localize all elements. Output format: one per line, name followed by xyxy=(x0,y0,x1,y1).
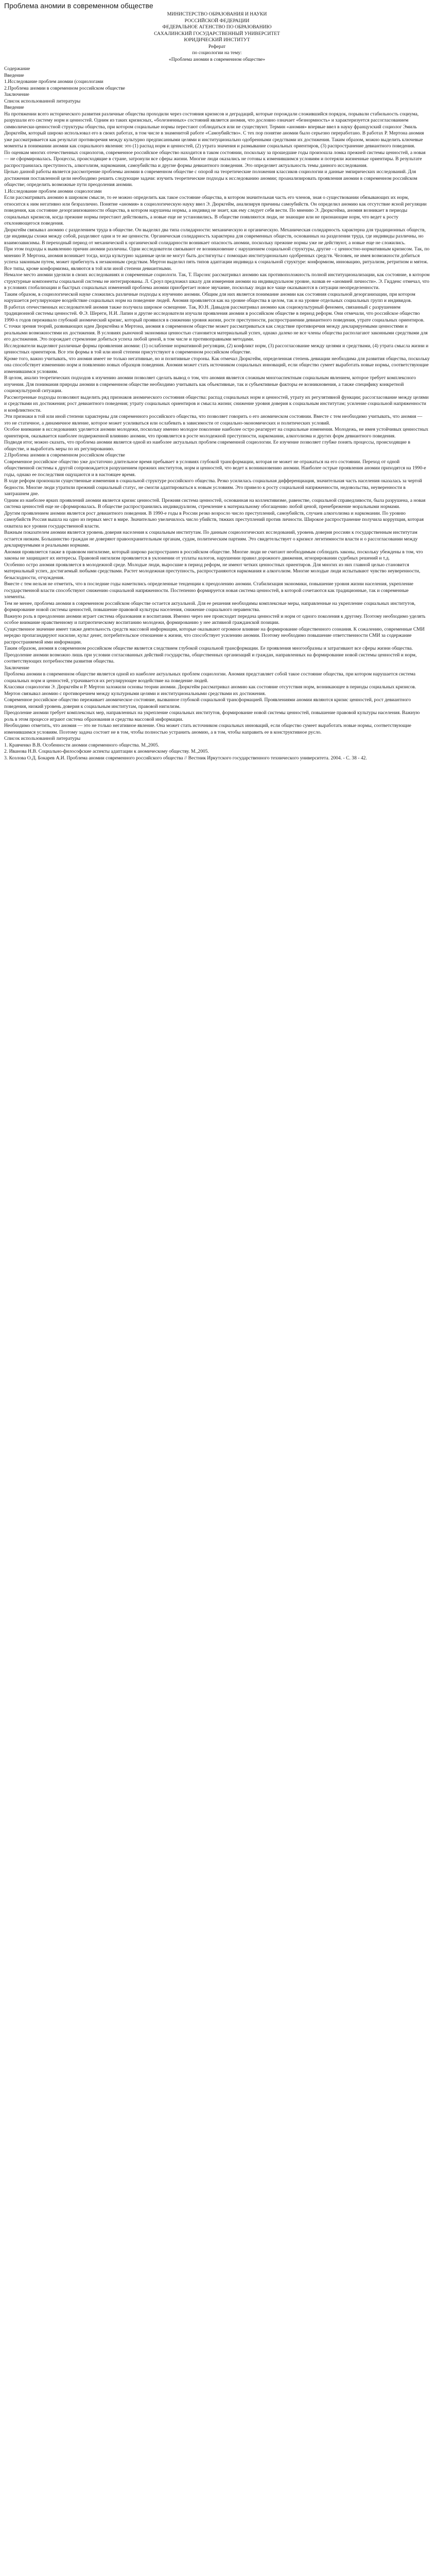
title-line: САХАЛИНСКИЙ ГОСУДАРСТВЕННЫЙ УНИВЕРСИТЕТ xyxy=(154,30,280,37)
paragraph: Особенно остро аномия проявляется в молодежной среде. Молодые люди, выросшие в период реформ, не имеют четких ценностных ориентиров. Для многих из них главной целью становится материальный успех, достигаемый любыми средствами. Растет молодежная преступность, распространяются наркомания и алкоголизм. Многие молодые люди испытывают чувство неуверенности, безысходности, отчуждения. xyxy=(4,562,421,581)
paragraph: Целью данной работы является рассмотрение проблемы аномии в современном обществе с опорой на теоретические положения классиков социологии и данные эмпирических исследований. Для достижения поставленной цели необходимо решить следующие задачи: изучить теоретические подходы к исследованию аномии; проанализировать проявления аномии в современном российском обществе; определить возможные пути преодоления аномии. xyxy=(4,169,417,188)
paragraph: В ходе реформ произошли существенные изменения в социальной структуре российского общества. Резко усилилась социальная дифференциация, значительная часть населения оказалась за чертой бедности. Многие люди утратили прежний социальный статус, не смогли адаптироваться к новым условиям. Это привело к росту социальной напряженности, недовольства, неуверенности в завтрашнем дне. xyxy=(4,478,422,497)
paragraph: Эти признаки в той или иной степени характерны для современного российского общества, что позволяет говорить о его аномическом состоянии. Вместе с тем необходимо учитывать, что аномия — это не статичное, а динамичное явление, которое может усиливаться или ослабевать в зависимости от социально-экономических и политических условий. xyxy=(4,414,423,426)
paragraph: Другим проявлением аномии является рост девиантного поведения. В 1990-е годы в России резко возросло число преступлений, самоубийств, случаев алкоголизма и наркомании. По уровню самоубийств Россия вышла на одно из первых мест в мире. Значительно увеличилось число убийств, тяжких преступлений против личности. Широкое распространение получила коррупция, которая охватила все уровни государственной власти. xyxy=(4,510,424,529)
paragraph: Современное российское общество переживает аномическое состояние, вызванное глубокой социальной трансформацией. Проявлениями аномии являются кризис ценностей, рост девиантного поведения, низкий уровень доверия к социальным институтам, правовой нигилизм. xyxy=(4,697,411,709)
paragraph: На протяжении всего исторического развития различные общества проходили через состояния кризисов и деградаций, которые порождали сложившийся порядок, порывали стабильность социума, разрушали его систему норм и ценностей. Одним из таких кризисных, «болезненных» состояний является аномия, что дословно означает «безнормность» и характеризуется рассогласованием символически-ценностной структуры общества, при котором социальные нормы перестают соблюдаться или не существуют. Термин «аномия» впервые ввел в науку французский социолог Эмиль Дюркгейм, который широко использовал его в своих работах, в том числе в знаменитой работе «Самоубийство». С тех пор понятие аномии было серьезно переработано. В работах Р. Мертона аномия уже рассматривается как результат противоречия между культурно предписанными целями и институционально одобренными средствами их достижения. Таким образом, можно выделить ключевые моменты в понимании аномии как социального явления: это (1) распад норм и ценностей, (2) утрата значения и размывание социальных ориентиров, (3) распространение девиантного поведения. xyxy=(4,111,424,149)
paragraph: Дюркгейм связывал аномию с разделением труда в обществе. Он выделял два типа солидарности: механическую и органическую. Механическая солидарность характерна для традиционных обществ, где индивиды схожи между собой, разделяют одни и те же ценности. Органическая солидарность характерна для современных обществ, основанных на разделении труда, где индивиды различны, но взаимозависимы. В переходный период от механической к органической солидарности возникает опасность аномии, поскольку прежние нормы уже не действуют, а новые еще не сложились. xyxy=(4,227,426,246)
paragraph: Современное российское общество уже достаточно длительное время пребывает в условиях глубокой трансформации, которая не может не отражаться на его состоянии. Переход от одной общественной системы к другой сопровождается разрушением прежних институтов, норм и ценностей, что ведет к возникновению аномии. Наиболее острые проявления аномии приходятся на 1990-е годы, однако ее последствия ощущаются и в настоящее время. xyxy=(4,459,426,478)
title-line: МИНИСТЕРСТВО ОБРАЗОВАНИЯ И НАУКИ xyxy=(167,11,267,17)
toc-item: Введение xyxy=(4,72,24,78)
paragraph: Важную роль в преодолении аномии играет система образования и воспитания. Именно через нее происходит передача ценностей и норм от одного поколения к другому. Поэтому необходимо уделять особое внимание нравственному и патриотическому воспитанию молодежи, формированию у нее активной гражданской позиции. xyxy=(4,613,426,625)
conclusion-section xyxy=(4,671,430,736)
paragraph: С точки зрения теорий, развивающих идеи Дюркгейма и Мертона, аномия в современном обществе может рассматриваться как следствие противоречия между декларируемыми ценностями и реальными возможностями их достижения. В условиях рыночной экономики ценностью становится материальный успех, однако далеко не все члены общества располагают законными средствами для его достижения. Это порождает стремление добиться успеха любой ценой, в том числе и противоправными методами. xyxy=(4,324,428,342)
paragraph: Таким образом, аномия в современном российском обществе является следствием глубокой социальной трансформации. Ее проявления многообразны и затрагивают все сферы жизни общества. Преодоление аномии возможно лишь при условии согласованных действий государства, общественных организаций и граждан, направленных на формирование новой системы ценностей и норм, соответствующих потребностям развития общества. xyxy=(4,646,417,664)
paragraph: Аномия проявляется также в правовом нигилизме, который широко распространен в российском обществе. Многие люди не считают необходимым соблюдать законы, поскольку убеждены в том, что законы не защищают их интересы. Правовой нигилизм проявляется в уклонении от уплаты налогов, нарушении правил дорожного движения, игнорировании судебных решений и т.д. xyxy=(4,549,423,561)
paragraph: Тем не менее, проблема аномии в современном российском обществе остается актуальной. Для ее решения необходимы комплексные меры, направленные на укрепление социальных институтов, формирование новой системы ценностей, повышение правовой культуры населения, снижение социального неравенства. xyxy=(4,600,416,613)
paragraph: Одним из наиболее ярких проявлений аномии является кризис ценностей. Прежняя система ценностей, основанная на коллективизме, равенстве, социальной справедливости, была разрушена, а новая система ценностей еще не сформировалась. В обществе распространились индивидуализм, стремление к материальному обогащению любой ценой, пренебрежение моральными нормами. xyxy=(4,497,426,510)
intro-section xyxy=(4,111,430,189)
section2 xyxy=(4,459,430,665)
toc-item: 2.Проблема аномии в современном российском обществе xyxy=(4,85,125,91)
section1 xyxy=(4,195,430,452)
title-block xyxy=(4,11,430,63)
title-line: РОССИЙСКОЙ ФЕДЕРАЦИИ xyxy=(184,18,250,24)
conclusion-heading: Заключение xyxy=(4,665,29,671)
paragraph: Исследователи выделяют различные формы проявления аномии: (1) ослабление нормативной регуляции, (2) конфликт норм, (3) рассогласование между целями и средствами, (4) утрата смысла жизни и ценностных ориентиров. Все эти формы в той или иной степени присутствуют в современном российском обществе. xyxy=(4,343,429,355)
paragraph: Рассмотренные подходы позволяют выделить ряд признаков аномического состояния общества: распад социальных норм и ценностей, утрату их регулятивной функции; рассогласование между целями и средствами их достижения; рост девиантного поведения; утрату социальных ориентиров и смысла жизни; снижение уровня доверия к социальным институтам; усиление социальной напряженности и конфликтности. xyxy=(4,394,429,413)
page-title: Проблема аномии в современном обществе xyxy=(4,2,153,10)
toc-label: Содержание xyxy=(4,66,30,72)
paragraph: Проблема аномии в современном обществе является одной из наиболее актуальных проблем социологии. Аномия представляет собой такое состояние общества, при котором нарушается система социальных норм и ценностей, утрачивается их регулирующее воздействие на поведение людей. xyxy=(4,671,415,684)
paragraph: Кроме того, важно учитывать, что аномия имеет не только негативные, но и позитивные стороны. Как отмечал Дюркгейм, определенная степень девиации необходима для развития общества, поскольку она способствует изменению норм и появлению новых образцов поведения. Аномия может стать источником социальных инноваций, если общество сумеет выработать новые нормы, соответствующие изменившимся условиям. xyxy=(4,355,430,375)
paragraph: Классики социологии Э. Дюркгейм и Р. Мертон заложили основы теории аномии. Дюркгейм рассматривал аномию как состояние отсутствия норм, возникающее в периоды социальных кризисов. Мертон связывал аномию с противоречием между культурными целями и институциональными средствами их достижения. xyxy=(4,684,416,697)
section1-heading: 1.Исследование проблем аномии социологами xyxy=(4,188,102,194)
paragraph: При этом подходы к выявлению причин аномии различны. Одни исследователи связывают ее возникновение с нарушением социальной структуры, другие - с ценностно-нормативным кризисом. Так, по мнению Р. Мертона, аномия возникает тогда, когда культурно заданные цели не могут быть достигнуты с помощью институционально одобренных средств. Человек, не имея возможности добиться успеха законным путем, может прибегнуть к незаконным средствам. Мертон выделил пять типов адаптации индивида к социальной структуре: конформизм, инновацию, ритуализм, ретритизм и мятеж. Все типы, кроме конформизма, являются в той или иной степени девиантными. xyxy=(4,246,430,272)
paragraph: Таким образом, в социологической науке сложились различные подходы к изучению аномии. Общим для них является понимание аномии как состояния социальной дезорганизации, при котором нарушается регулирующее воздействие социальных норм на поведение людей. Аномия проявляется как на уровне общества в целом, так и на уровне отдельных социальных групп и индивидов. xyxy=(4,291,415,303)
paragraph: Существенное значение имеет также деятельность средств массовой информации, которые оказывают огромное влияние на формирование общественного сознания. К сожалению, современные СМИ нередко пропагандируют насилие, культ денег, потребительское отношение к жизни, что способствует усилению аномии. Поэтому необходимо повышение ответственности СМИ за содержание распространяемой ими информации. xyxy=(4,626,425,645)
reference-item: 3. Козлова О.Д. Бокарев А.И. Проблема аномии современного российского общества // Вестник Иркутского государственного технического университета. 2004. - С. 38 - 42. xyxy=(4,755,367,761)
toc-item: 1.Исследование проблем аномии (социологами xyxy=(4,79,103,84)
toc-item: Заключение xyxy=(4,92,29,97)
paragraph: Подводя итог, можно сказать, что проблема аномии является одной из наиболее актуальных проблем современной социологии. Ее изучение позволяет глубже понять процессы, происходящие в обществе, и выработать меры по их регулированию. xyxy=(4,439,410,452)
paragraph: По оценкам многих отечественных социологов, современное российское общество находится в таком состоянии, поскольку за прошедшие годы произошла ломка прежней системы ценностей, а новая — не сформировалась. Процессы, происходящие в стране, затронули все сферы жизни. Многие люди оказались не готовы к изменившимся условиям и потеряли жизненные ориентиры. В результате распространилась преступность, алкоголизм, наркомания, самоубийства и другие формы девиантного поведения. Это определяет актуальность темы данного исследования. xyxy=(4,149,426,168)
paragraph: Если рассматривать аномию в широком смысле, то ее можно определить как такое состояние общества, в котором значительная часть его членов, зная о существовании обязывающих их норм, относится к ним негативно или безразлично. Понятие «аномия» в социологическую науку ввел Э. Дюркгейм, анализируя причины самоубийств. Он определил аномию как отсутствие ясной регуляции поведения, как состояние дезорганизованности общества, в котором нарушены нормы, а индивид не знает, как ему следует себя вести. По мнению Э. Дюркгейма, аномия возникает в периоды социальных кризисов, когда прежние нормы перестают действовать, а новые еще не установились. В обществе появляются люди, не знающие или не признающие норм, что ведет к росту отклоняющегося поведения. xyxy=(4,195,427,226)
reference-item: 1. Кравченко В.В. Особенности аномии современного общества. М.,2005. xyxy=(4,742,160,748)
title-line: Реферат xyxy=(208,43,226,49)
paragraph: Особое внимание в исследованиях уделяется аномии молодежи, поскольку именно молодое поколение наиболее остро реагирует на социальные изменения. Молодежь, не имея устойчивых ценностных ориентиров, оказывается наиболее подверженной влиянию аномии, что проявляется в росте молодежной преступности, наркомании, алкоголизма и других форм девиантного поведения. xyxy=(4,427,429,439)
references-heading: Список использованной литературы xyxy=(4,736,81,741)
reference-item: 2. Иванова Н.В. Социально-философские аспекты адаптации к аномическому обществу. М.,2005. xyxy=(4,749,209,754)
title-line: ФЕДЕРАЛЬНОЕ АГЕНСТВО ПО ОБРАЗОВАНИЮ xyxy=(162,24,272,30)
paragraph: Необходимо отметить, что аномия — это не только негативное явление. Она может стать источником социальных инноваций, если общество сумеет выработать новые нормы, соответствующие изменившимся условиям. Поэтому задача состоит не в том, чтобы полностью устранить аномию, а в том, чтобы направить ее в конструктивное русло. xyxy=(4,723,411,735)
paragraph: Преодоление аномии требует комплексных мер, направленных на укрепление социальных институтов, формирование новой системы ценностей, повышение правовой культуры населения. Важную роль в этом процессе играют система образования и средства массовой информации. xyxy=(4,710,420,722)
paragraph: Важным показателем аномии является уровень доверия населения к социальным институтам. По данным социологических исследований, уровень доверия россиян к государственным институтам остается низким. Большинство граждан не доверяют правоохранительным органам, судам, политическим партиям. Это свидетельствует о кризисе легитимности власти и о рассогласовании между декларируемыми и реальными нормами. xyxy=(4,530,418,548)
intro-heading: Введение xyxy=(4,105,24,110)
paragraph: Немалое место аномии уделяли в своих исследованиях и современные социологи. Так, Т. Парсонс рассматривал аномию как противоположность полной институционализации, как состояние, в котором структурные компоненты социальной системы не интегрированы. Л. Сроул предложил шкалу для измерения аномии на индивидуальном уровне, назвав ее «аномией личности». Э. Гидденс отмечал, что в условиях глобализации и быстрых социальных изменений проблема аномии приобретает новое звучание, поскольку люди все чаще оказываются в ситуации неопределенности. xyxy=(4,272,430,291)
section2-heading: 2.Проблема аномии в современном российском обществе xyxy=(4,452,125,458)
table-of-contents xyxy=(4,73,430,105)
title-line: ЮРИДИЧЕСКИЙ ИНСТИТУТ xyxy=(184,37,250,43)
toc-item: Список использованной литературы xyxy=(4,98,81,104)
paragraph: В работах отечественных исследователей аномия также получила широкое освещение. Так, Ю.Н. Давыдов рассматривал аномию как социокультурный феномен, связанный с разрушением традиционной системы ценностей. Ф.Э. Шереги, Н.И. Лапин и другие исследователи изучали проявления аномии в российском обществе в период реформ. Они отмечали, что российское общество 1990-х годов переживало глубокий аномический кризис, который проявился в снижении уровня жизни, росте преступности, распространении девиантного поведения, утрате социальных ориентиров. xyxy=(4,304,425,323)
references-list xyxy=(4,742,430,762)
paragraph: В целом, анализ теоретических подходов к изучению аномии позволяет сделать вывод о том, что аномия является сложным многоаспектным социальным явлением, которое требует комплексного изучения. Для понимания природы аномии в современном обществе необходимо учитывать как объективные, так и субъективные факторы ее возникновения, а также специфику конкретной социокультурной ситуации. xyxy=(4,375,416,394)
document-page xyxy=(0,0,435,761)
paragraph: Вместе с тем нельзя не отметить, что в последние годы наметились определенные тенденции к преодолению аномии. Стабилизация экономики, повышение уровня жизни населения, укрепление государственной власти способствуют снижению социальной напряженности. Постепенно формируется новая система ценностей, в которой сочетаются как традиционные, так и современные элементы. xyxy=(4,581,413,600)
title-line: «Проблема аномии в современном обществе» xyxy=(168,56,266,62)
title-line: по социологии на тему: xyxy=(192,50,242,56)
